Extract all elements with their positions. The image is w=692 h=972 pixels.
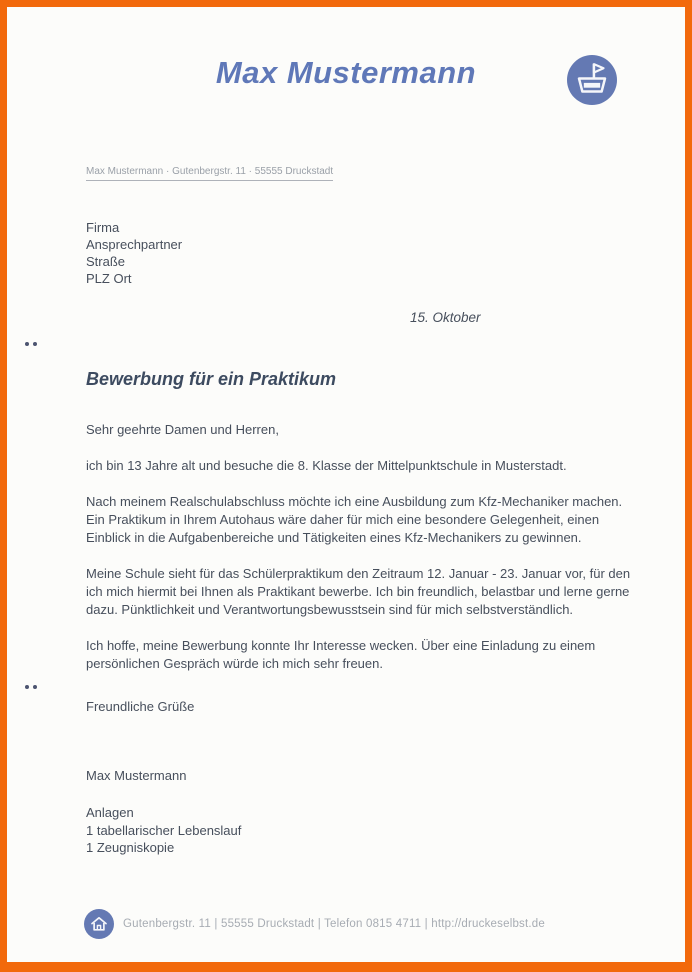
body-paragraph: ich bin 13 Jahre alt und besuche die 8. Klasse der Mittelpunktschule in Musterstadt. — [86, 458, 567, 473]
subject-line: Bewerbung für ein Praktikum — [86, 369, 337, 389]
letter-body — [86, 421, 644, 673]
home-icon — [84, 909, 114, 939]
sender-line-row — [86, 161, 685, 181]
letter-header — [7, 55, 685, 113]
enclosure-item: 1 tabellarischer Lebenslauf — [86, 822, 242, 838]
recipient-line-contact: Ansprechpartner — [86, 237, 183, 252]
salutation: Sehr geehrte Damen und Herren, — [86, 422, 279, 437]
sender-name: Max Mustermann — [215, 55, 477, 90]
enclosures-block — [86, 804, 685, 857]
fold-mark-bottom — [25, 685, 37, 689]
fold-dot — [33, 342, 37, 346]
fold-dot — [25, 342, 29, 346]
boat-with-flag-icon — [567, 55, 617, 105]
fold-dot — [33, 685, 37, 689]
body-paragraph: Meine Schule sieht für das Schülerpraktikum den Zeitraum 12. Januar - 23. Januar vor, für den ich mich hiermit bei Ihnen als Praktikant bewerbe. Ich bin freundlich, belastbar und lerne gerne dazu. Pünktlichkeit und Verantwortungsbewusstsein sind für mich selbstverständlich. — [86, 566, 631, 617]
sender-address-line: Max Mustermann · Gutenbergstr. 11 · 55555 Druckstadt — [86, 166, 333, 181]
letter-footer — [84, 909, 545, 939]
letter-date: 15. Oktober — [410, 310, 481, 325]
closing-phrase: Freundliche Grüße — [86, 699, 195, 714]
signature-name: Max Mustermann — [86, 768, 187, 783]
fold-dot — [25, 685, 29, 689]
body-paragraph: Nach meinem Realschulabschluss möchte ich eine Ausbildung zum Kfz-Mechaniker machen. Ein Praktikum in Ihrem Autohaus wäre daher für mich eine besondere Gelegenheit, einen Einblick in die Aufgabenbereiche und Tätigkeiten eines Kfz-Mechanikers zu gewinnen. — [86, 494, 623, 545]
recipient-line-company: Firma — [86, 220, 120, 235]
fold-mark-top — [25, 342, 37, 346]
footer-contact-line: Gutenbergstr. 11 | 55555 Druckstadt | Telefon 0815 4711 | http://druckeselbst.de — [123, 918, 545, 930]
enclosure-item: 1 Zeugniskopie — [86, 840, 175, 855]
body-paragraph: Ich hoffe, meine Bewerbung konnte Ihr Interesse wecken. Über eine Einladung zu einem persönlichen Gespräch würde ich mich sehr freuen. — [86, 638, 596, 671]
enclosures-title: Anlagen — [86, 805, 134, 820]
recipient-address-block — [86, 219, 685, 287]
recipient-line-street: Straße — [86, 254, 126, 269]
recipient-line-city: PLZ Ort — [86, 271, 132, 286]
